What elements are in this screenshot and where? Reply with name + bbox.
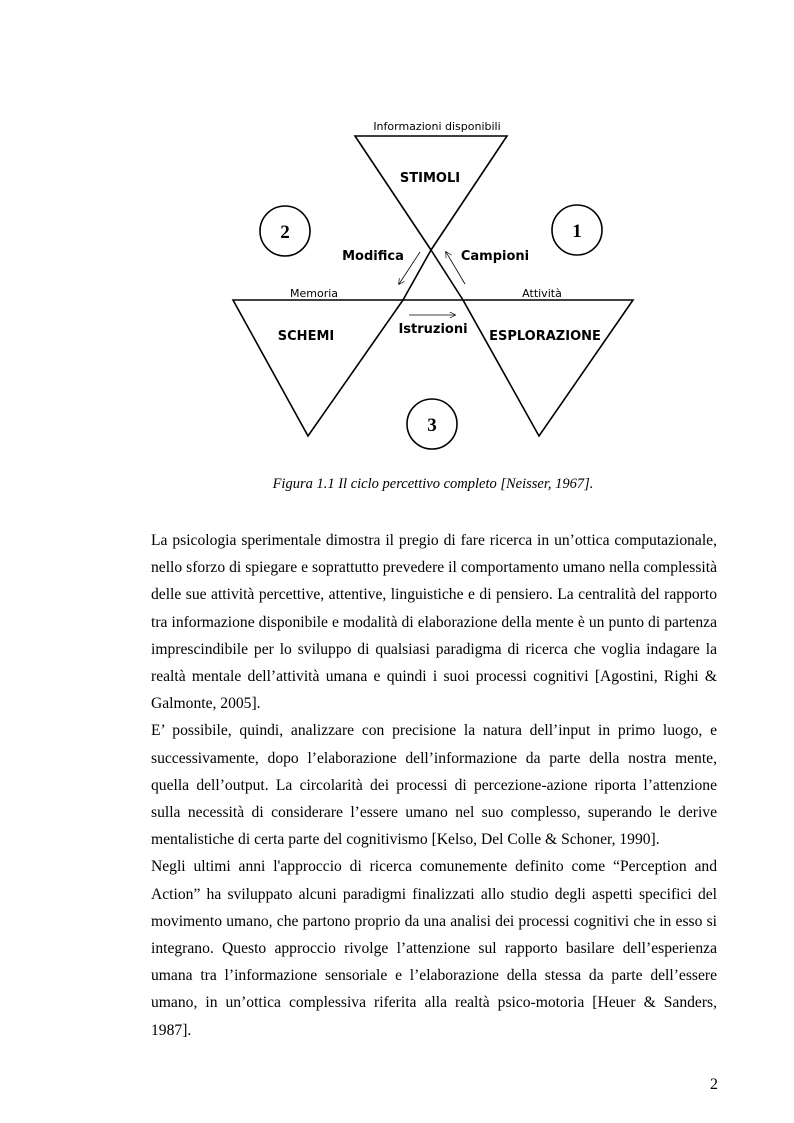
label-istruzioni: Istruzioni [398,322,468,337]
schemi-triangle [233,300,403,436]
body-text [151,527,717,1044]
cross-line-right [431,250,463,300]
paragraph-1: La psicologia sperimentale dimostra il pregio di fare ricerca in un’ottica computazionale, nello sforzo di spiegare e soprattutto prevedere il comportamento umano nella complessità delle sue attività percettive, attentive, linguistiche e di pensiero. La centralità del rapporto tra informazione disponibile e modalità di elaborazione della mente è un punto di partenza imprescindibile per lo sviluppo di qualsiasi paradigma di ricerca che voglia indagare la realtà mentale dell’attività umana e quindi i suoi processi cognitivi [Agostini, Righi & Galmonte, 2005]. [151,532,717,713]
perceptual-cycle-diagram [0,0,794,470]
circle-1-number: 1 [572,221,582,242]
label-campioni: Campioni [460,249,530,264]
label-modifica: Modifica [342,249,404,264]
esplorazione-triangle [463,300,633,436]
label-stimoli: STIMOLI [399,171,461,186]
stimoli-triangle [355,136,507,250]
paragraph-3: Negli ultimi anni l'approccio di ricerca comunemente definito come “Perception and Action” ha sviluppato alcuni paradigmi finalizzati allo studio degli aspetti specifici del movimento umano, che partono proprio da una analisi dei processi cognitivi che in esso si integrano. Questo approccio rivolge l’attenzione sul rapporto basilare dell’esperienza umana tra l’informazione sensoriale e l’elaborazione della stessa da parte dell’essere umano, in un’ottica complessiva riferita alla realtà psico-motoria [Heuer & Sanders, 1987]. [151,858,717,1039]
circle-2-number: 2 [280,222,290,243]
circle-3-number: 3 [427,415,437,436]
cross-line-left [403,250,431,300]
label-memoria: Memoria [289,287,339,300]
label-attivita: Attività [522,287,562,300]
label-esplorazione: ESPLORAZIONE [489,329,601,344]
paragraph-2: E’ possibile, quindi, analizzare con precisione la natura dell’input in primo luogo, e successivamente, dopo l’elaborazione dell’informazione da parte della nostra mente, quella dell’output. La circolarità dei processi di percezione-azione riporta l’attenzione sulla necessità di considerare l’essere umano nel suo complesso, superando le derive mentalistiche di certa parte del cognitivismo [Kelso, Del Colle & Schoner, 1990]. [151,722,717,849]
figure-caption: Figura 1.1 Il ciclo percettivo completo [Neisser, 1967]. [272,476,594,492]
label-schemi: SCHEMI [277,329,335,344]
page-number: 2 [710,1076,718,1093]
label-informazioni-disponibili: Informazioni disponibili [373,120,501,133]
